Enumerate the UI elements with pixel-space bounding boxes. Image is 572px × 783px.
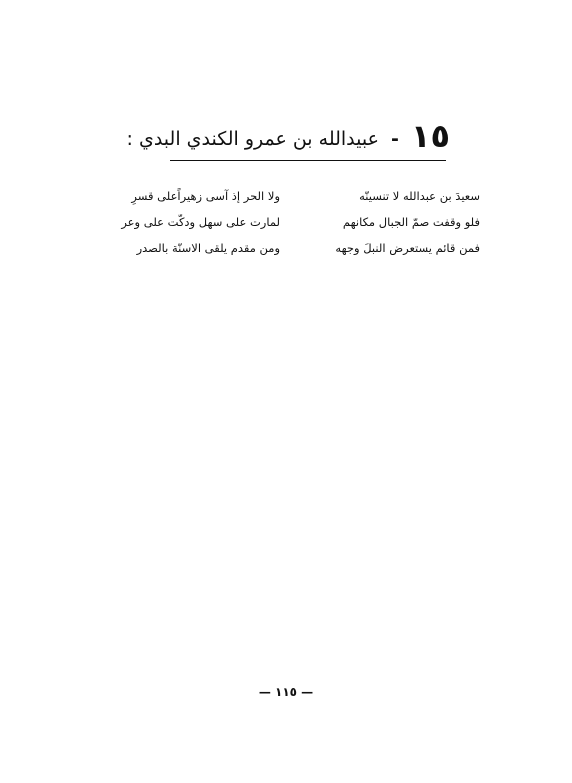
verse-second-hemistich: لمارت على سهل ودكّت على وعر xyxy=(121,215,280,229)
poem-verses xyxy=(100,183,480,261)
poem-number: ١٥ xyxy=(410,117,450,155)
poet-name: عبيدالله بن عمرو الكندي البدي : xyxy=(126,128,379,150)
verse-line xyxy=(100,209,480,235)
verse-second-hemistich: ولا الحر إذ آسى زهيراًعلى قسرِ xyxy=(131,189,280,203)
verse-first-hemistich: فلو وقفت صمّ الجبال مكانهم xyxy=(342,215,480,229)
verse-first-hemistich: سعيدَ بن عبدالله لا تنسينّه xyxy=(359,189,480,203)
poem-heading xyxy=(126,116,450,156)
heading-dash: - xyxy=(391,128,399,150)
verse-second-hemistich: ومن مقدم يلقى الاسنّة بالصدر xyxy=(136,241,280,255)
verse-line xyxy=(100,235,480,261)
verse-line xyxy=(100,183,480,209)
verse-first-hemistich: فمن قائم يستعرض النبلَ وجهه xyxy=(335,241,480,255)
heading-underline xyxy=(170,160,446,161)
page-number: — ١١٥ — xyxy=(258,685,314,699)
